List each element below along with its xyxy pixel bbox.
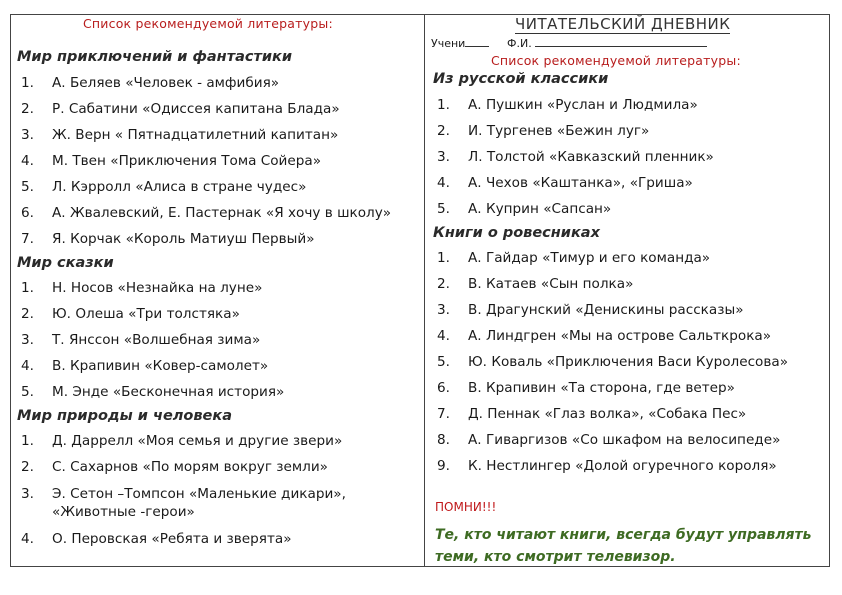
right-list-header: Список рекомендуемой литературы: <box>491 53 741 68</box>
section-title-fairytale: Мир сказки <box>17 255 114 271</box>
left-column <box>11 15 425 566</box>
list-item: 2. И. Тургенев «Бежин луг» <box>437 123 650 139</box>
list-item: 3. В. Драгунский «Денискины рассказы» <box>437 302 744 318</box>
list-item: 3. Ж. Верн « Пятнадцатилетний капитан» <box>21 127 339 143</box>
list-item: 7. Я. Корчак «Король Матиуш Первый» <box>21 231 315 247</box>
list-item: 5. А. Куприн «Сапсан» <box>437 201 612 217</box>
list-item: 5. Ю. Коваль «Приключения Васи Куролесова» <box>437 354 789 370</box>
fio-field: Ф.И. <box>507 37 707 50</box>
list-item: 2. Р. Сабатини «Одиссея капитана Блада» <box>21 101 340 117</box>
list-item: 4. А. Чехов «Каштанка», «Гриша» <box>437 175 693 191</box>
list-item: 4. А. Линдгрен «Мы на острове Сальткрока» <box>437 328 772 344</box>
list-item: 1. А. Пушкин «Руслан и Людмила» <box>437 97 698 113</box>
section-title-nature: Мир природы и человека <box>17 408 233 424</box>
list-item: 1. Н. Носов «Незнайка на луне» <box>21 280 263 296</box>
reading-list-sheet <box>10 14 830 567</box>
list-item: 2. Ю. Олеша «Три толстяка» <box>21 306 240 322</box>
list-item: 4. В. Крапивин «Ковер-самолет» <box>21 358 269 374</box>
list-item: 6. А. Жвалевский, Е. Пастернак «Я хочу в школу» <box>21 205 392 221</box>
list-item: 3. Т. Янссон «Волшебная зима» <box>21 332 261 348</box>
list-item: 7. Д. Пеннак «Глаз волка», «Собака Пес» <box>437 406 747 422</box>
list-item: 6. В. Крапивин «Та сторона, где ветер» <box>437 380 735 396</box>
list-item: 9. К. Нестлингер «Долой огуречного короля» <box>437 458 777 474</box>
right-column <box>425 15 831 566</box>
remember-label: ПОМНИ!!! <box>435 500 497 514</box>
reading-diary-title: ЧИТАТЕЛЬСКИЙ ДНЕВНИК <box>515 15 731 33</box>
list-item: 5. М. Энде «Бесконечная история» <box>21 384 285 400</box>
list-item: 3. Э. Сетон –Томпсон «Маленькие дикари», «Животные -герои» <box>21 486 346 520</box>
motto-text: Те, кто читают книги, всегда будут управлять теми, кто смотрит телевизор. <box>435 527 812 565</box>
list-item: 3. Л. Толстой «Кавказский пленник» <box>437 149 714 165</box>
list-item: 8. А. Гиваргизов «Со шкафом на велосипеде» <box>437 432 781 448</box>
list-item: 1. А. Беляев «Человек - амфибия» <box>21 75 280 91</box>
list-item: 2. В. Катаев «Сын полка» <box>437 276 634 292</box>
section-title-peers: Книги о ровесниках <box>433 225 600 241</box>
list-item: 1. Д. Даррелл «Моя семья и другие звери» <box>21 433 343 449</box>
list-item: 2. С. Сахарнов «По морям вокруг земли» <box>21 459 328 475</box>
pupil-field: Учени <box>431 37 489 50</box>
list-item: 4. М. Твен «Приключения Тома Сойера» <box>21 153 322 169</box>
section-title-adventure: Мир приключений и фантастики <box>17 49 293 65</box>
list-item: 4. О. Перовская «Ребята и зверята» <box>21 531 292 547</box>
left-list-header: Список рекомендуемой литературы: <box>83 16 333 31</box>
list-item: 5. Л. Кэрролл «Алиса в стране чудес» <box>21 179 307 195</box>
section-title-classics: Из русской классики <box>433 71 609 87</box>
list-item: 1. А. Гайдар «Тимур и его команда» <box>437 250 711 266</box>
